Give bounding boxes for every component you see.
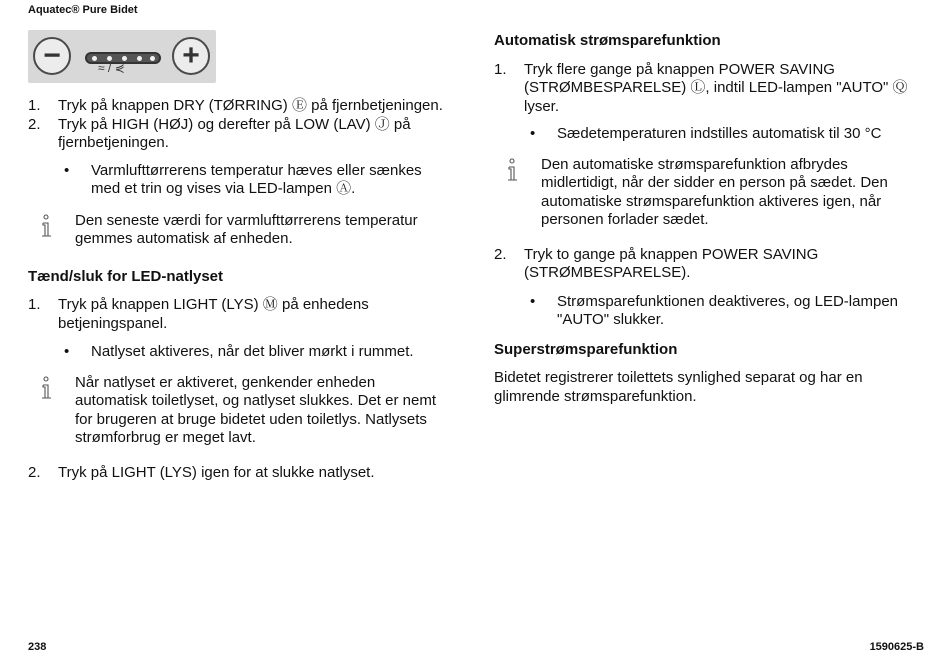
list-number: 2. xyxy=(494,245,507,263)
left-column xyxy=(28,97,448,482)
list-text: Tryk på knappen DRY (TØRRING) Ⓔ på fjernbetjeningen. xyxy=(58,97,443,114)
page-number: 238 xyxy=(28,641,47,653)
document-header: Aquatec® Pure Bidet xyxy=(28,4,138,16)
document-code: 1590625-B xyxy=(869,641,924,653)
list-number: 1. xyxy=(494,60,507,78)
list-number: 2. xyxy=(28,115,41,133)
section-heading: Tænd/sluk for LED-natlyset xyxy=(28,267,224,285)
info-note xyxy=(494,156,912,230)
bullet-text: Sædetemperaturen indstilles automatisk til 30 °C xyxy=(557,125,882,142)
list-number: 1. xyxy=(28,97,41,114)
info-icon xyxy=(40,214,54,240)
bullet-item xyxy=(28,343,448,362)
right-column xyxy=(494,32,912,406)
list-number: 2. xyxy=(28,463,41,481)
note-text: Den automatiske strømsparefunktion afbrydes midlertidigt, når der sidder en person på sædet. Den automatiske strømsparefunktion aktiveres igen, når personen forlader sædet. xyxy=(541,155,888,228)
plus-button-illustration: + xyxy=(172,37,210,75)
list-item xyxy=(28,116,448,153)
list-item xyxy=(28,97,448,116)
bullet-text: Varmlufttørrerens temperatur hæves eller sænkes med et trin og vises via LED-lampen Ⓐ. xyxy=(91,161,422,197)
led-dot xyxy=(150,56,155,61)
paragraph: Bidetet registrerer toilettets synlighed separat og har en glimrende strømsparefunktion. xyxy=(494,369,863,405)
list-text: Tryk flere gange på knappen POWER SAVING (STRØMBESPARELSE) Ⓛ, indtil LED-lampen "AUTO" Ⓠ lyser. xyxy=(524,60,908,115)
section-heading: Superstrømsparefunktion xyxy=(494,340,678,358)
led-dot xyxy=(137,56,142,61)
bullet-item xyxy=(494,293,912,330)
bullet-dot: • xyxy=(530,292,536,310)
list-item xyxy=(28,296,448,333)
bullet-item xyxy=(28,162,448,199)
list-item xyxy=(28,464,448,483)
list-item xyxy=(494,61,912,117)
airflow-symbols: ≈ / ⋞ xyxy=(98,61,125,75)
list-text: Tryk på LIGHT (LYS) igen for at slukke natlyset. xyxy=(58,463,375,481)
minus-button-illustration: − xyxy=(33,37,71,75)
led-dot xyxy=(92,56,97,61)
bullet-dot: • xyxy=(530,125,536,142)
note-text: Når natlyset er aktiveret, genkender enheden automatisk toiletlyset, og natlyset slukkes. Det er nemt for brugeren at bruge bidetet uden toiletlys. Natlysets strømforbrug er meget lavt. xyxy=(75,373,436,446)
section-heading: Automatisk strømsparefunktion xyxy=(494,32,721,49)
note-text: Den seneste værdi for varmlufttørrerens temperatur gemmes automatisk af enheden. xyxy=(75,211,418,247)
control-panel-illustration xyxy=(28,30,216,83)
list-text: Tryk to gange på knappen POWER SAVING (STRØMBESPARELSE). xyxy=(524,245,819,281)
list-text: Tryk på knappen LIGHT (LYS) Ⓜ på enhedens betjeningspanel. xyxy=(58,296,369,332)
info-note xyxy=(28,374,448,448)
bullet-text: Natlyset aktiveres, når det bliver mørkt i rummet. xyxy=(91,343,414,360)
info-icon xyxy=(40,376,54,402)
bullet-text: Strømsparefunktionen deaktiveres, og LED-lampen "AUTO" slukker. xyxy=(557,292,899,328)
list-item xyxy=(494,246,912,283)
bullet-item xyxy=(494,125,912,144)
list-number: 1. xyxy=(28,296,41,313)
bullet-dot: • xyxy=(64,343,70,360)
info-note xyxy=(28,212,448,249)
list-text: Tryk på HIGH (HØJ) og derefter på LOW (LAV) Ⓙ på fjernbetjeningen. xyxy=(58,115,411,151)
bullet-dot: • xyxy=(64,161,70,179)
info-icon xyxy=(506,158,520,184)
